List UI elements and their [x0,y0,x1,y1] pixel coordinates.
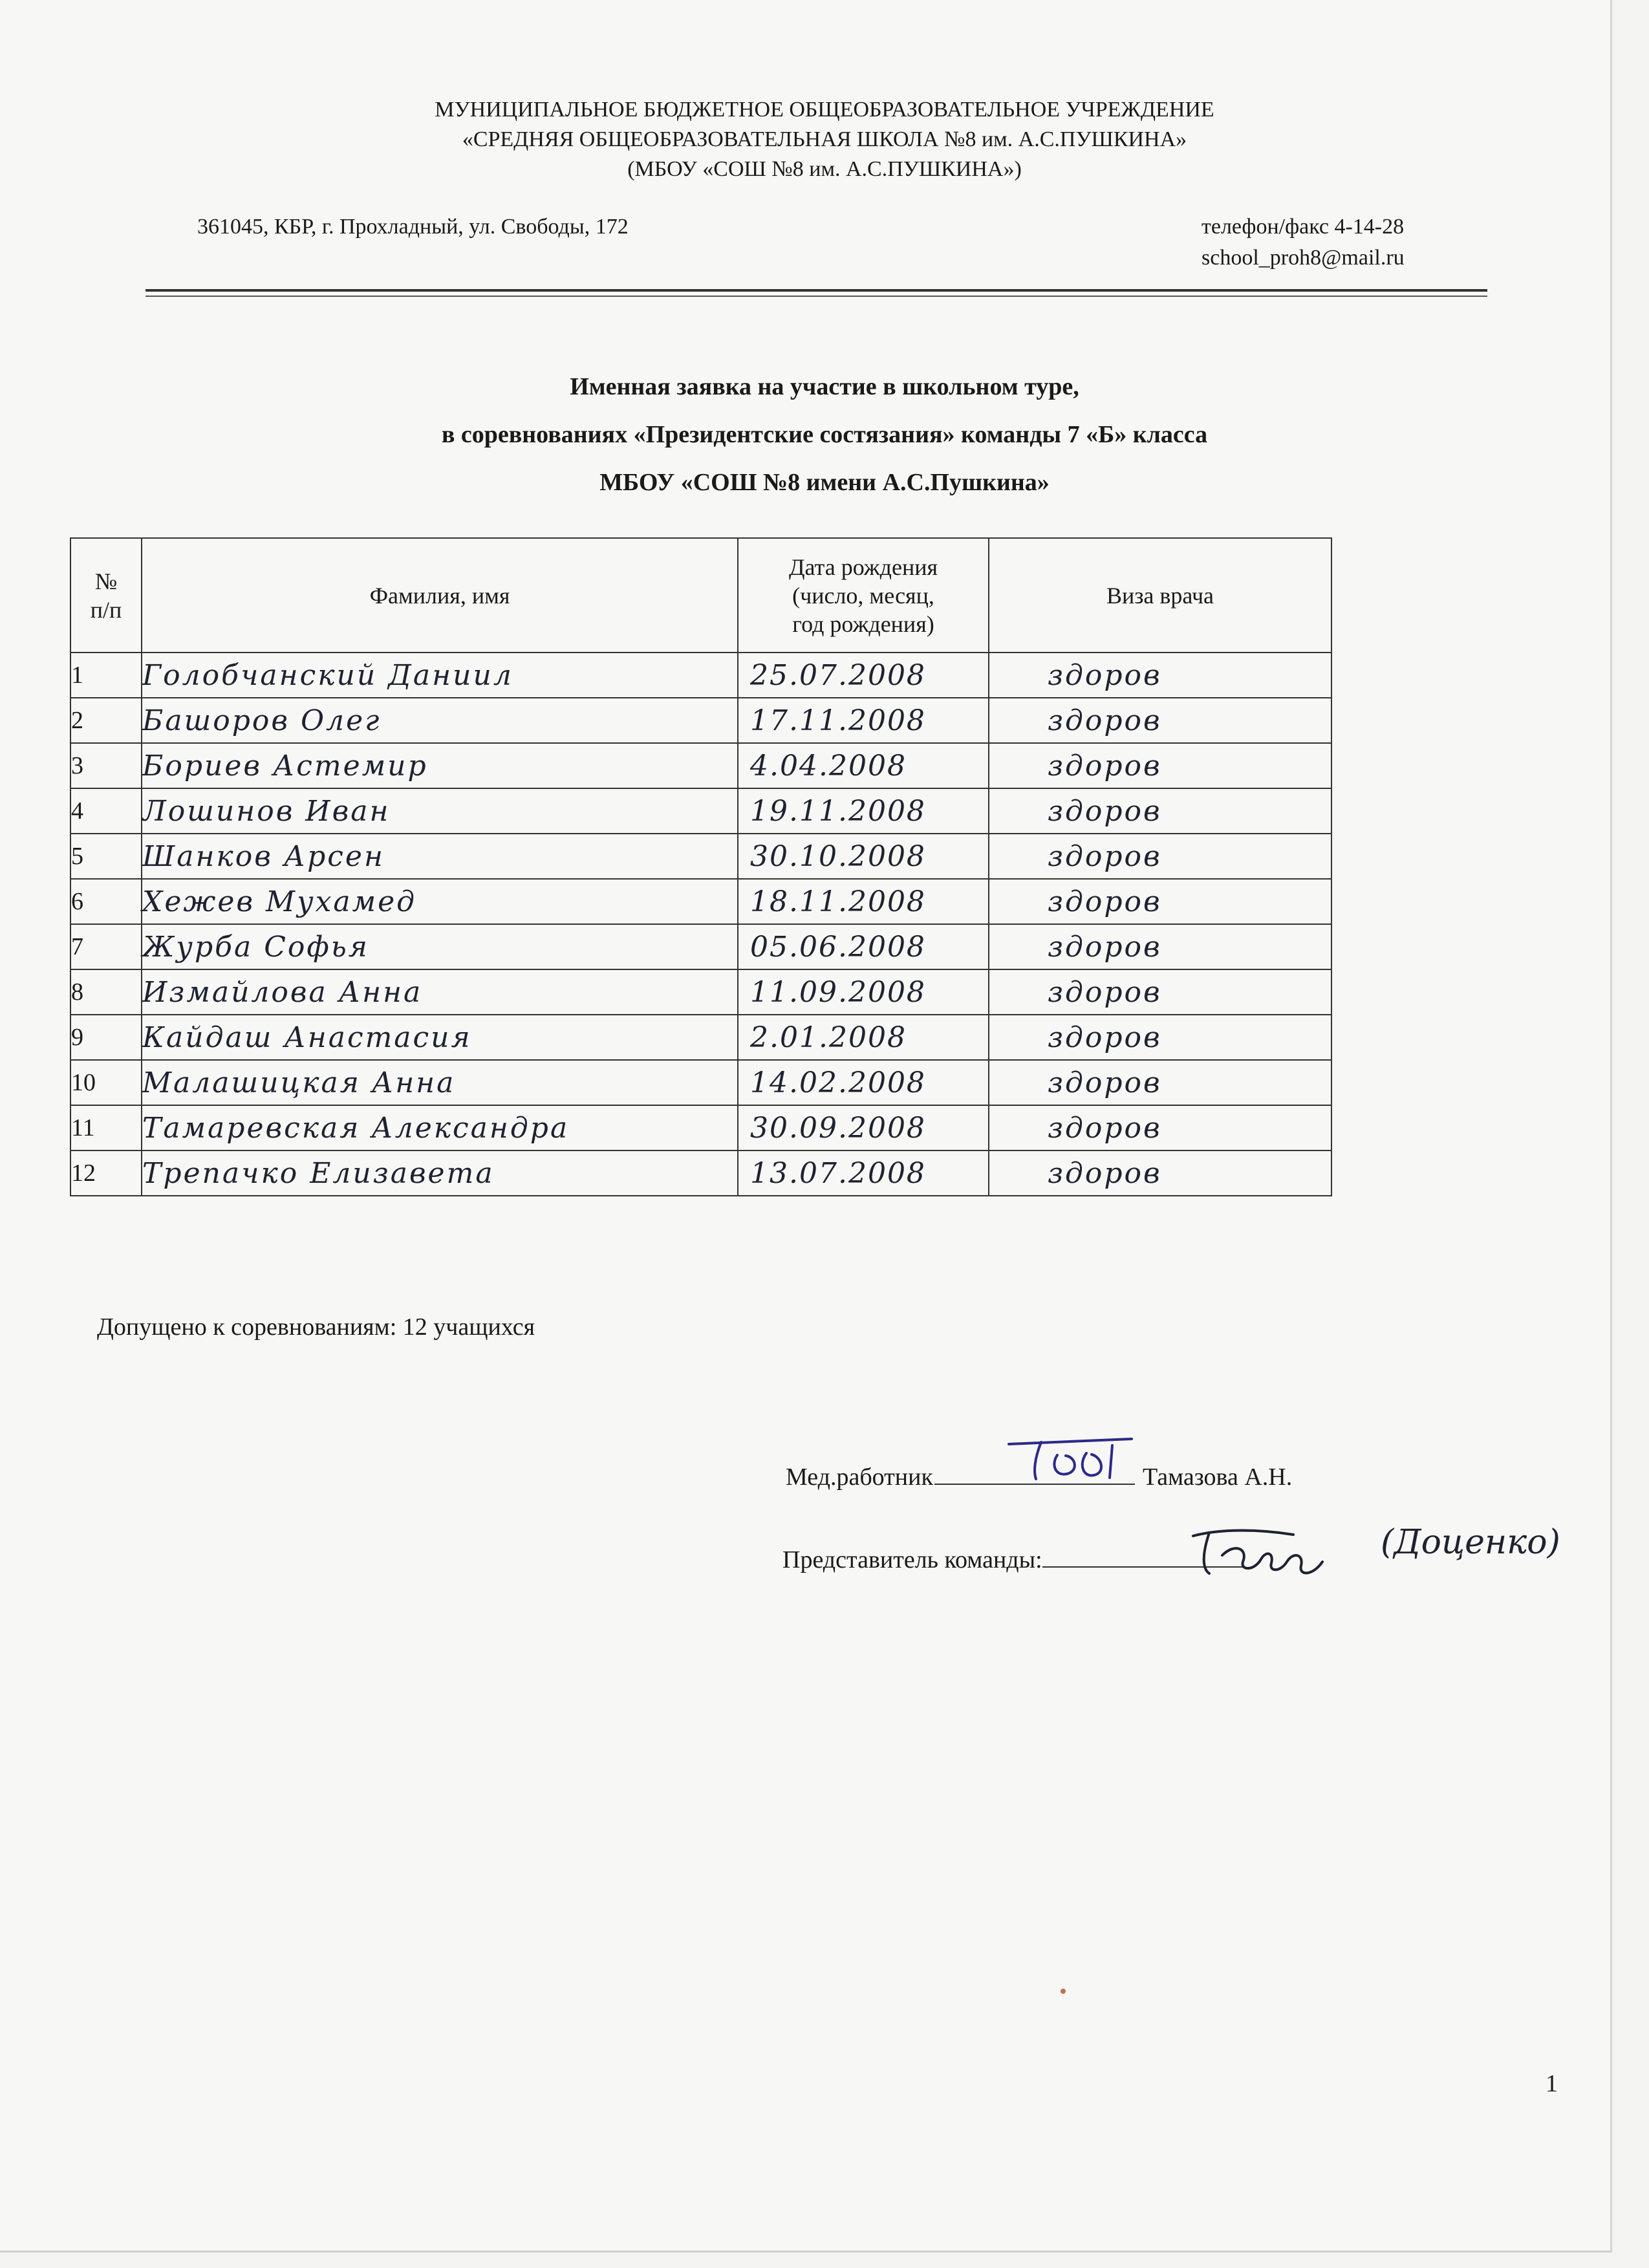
table-row [70,698,1331,743]
row-visa: здоров [989,969,1331,1015]
table-row [70,788,1331,834]
row-visa: здоров [989,1060,1331,1105]
header-birthdate-line1: Дата рождения [788,554,938,580]
row-birthdate: 30.10.2008 [738,834,989,879]
medic-name: Тамазова А.Н. [1142,1463,1293,1491]
row-number: 1 [70,653,142,698]
header-divider [146,289,1487,292]
table-row [70,1105,1331,1150]
row-number: 11 [70,1105,142,1150]
row-name: Трепачко Елизавета [142,1150,738,1196]
header-birthdate [738,538,989,653]
doc-title-line1: Именная заявка на участие в школьном туре, [570,373,1079,400]
header-divider-thin [146,296,1487,297]
paper-speck [1061,1989,1066,1994]
row-birthdate: 11.09.2008 [738,969,989,1015]
doc-title-line3: МБОУ «СОШ №8 имени А.С.Пушкина» [599,469,1050,496]
row-visa: здоров [989,743,1331,788]
org-name-line1: МУНИЦИПАЛЬНОЕ БЮДЖЕТНОЕ ОБЩЕОБРАЗОВАТЕЛЬНОЕ УЧРЕЖДЕНИЕ [435,98,1214,122]
row-number: 6 [70,879,142,924]
table-row [70,834,1331,879]
row-number: 4 [70,788,142,834]
row-number: 10 [70,1060,142,1105]
row-number: 2 [70,698,142,743]
row-birthdate: 13.07.2008 [738,1150,989,1196]
row-visa: здоров [989,834,1331,879]
header-number [70,538,142,653]
row-visa: здоров [989,1105,1331,1150]
row-visa: здоров [989,924,1331,969]
header-doctor-visa: Виза врача [989,538,1331,653]
row-number: 7 [70,924,142,969]
row-birthdate: 4.04.2008 [738,743,989,788]
row-birthdate: 18.11.2008 [738,879,989,924]
doc-title-line2: в соревнованиях «Президентские состязания» команды 7 «Б» класса [441,421,1208,448]
row-name: Измайлова Анна [142,969,738,1015]
row-visa: здоров [989,788,1331,834]
org-phone: телефон/факс 4-14-28 [1202,215,1405,239]
header-birthdate-line3: год рождения) [792,610,934,637]
row-number: 12 [70,1150,142,1196]
table-row [70,879,1331,924]
representative-signature-line [782,1546,1243,1574]
header-birthdate-line2: (число, месяц, [792,582,934,609]
header-number-symbol: № [94,568,118,594]
row-visa: здоров [989,879,1331,924]
row-birthdate: 17.11.2008 [738,698,989,743]
row-birthdate: 2.01.2008 [738,1015,989,1060]
header-name: Фамилия, имя [142,538,738,653]
row-visa: здоров [989,698,1331,743]
row-number: 9 [70,1015,142,1060]
org-address: 361045, КБР, г. Прохладный, ул. Свободы, 172 [197,215,629,239]
table-row [70,969,1331,1015]
row-name: Башоров Олег [142,698,738,743]
org-abbrev: (МБОУ «СОШ №8 им. А.С.ПУШКИНА») [627,157,1022,181]
row-visa: здоров [989,653,1331,698]
table-row [70,1015,1331,1060]
row-name: Лошинов Иван [142,788,738,834]
page-number: 1 [1546,2070,1558,2097]
row-birthdate: 19.11.2008 [738,788,989,834]
table-row [70,1060,1331,1105]
row-name: Журба Софья [142,924,738,969]
row-number: 8 [70,969,142,1015]
row-name: Хежев Мухамед [142,879,738,924]
row-number: 5 [70,834,142,879]
medic-signature-scribble [996,1426,1138,1484]
row-name: Бориев Астемир [142,743,738,788]
representative-signature-scribble [1183,1517,1332,1581]
row-name: Шанков Арсен [142,834,738,879]
roster-table [70,537,1332,1196]
header-number-abbr: п/п [90,596,122,623]
org-email: school_proh8@mail.ru [1202,246,1405,270]
row-name: Малашицкая Анна [142,1060,738,1105]
row-visa: здоров [989,1150,1331,1196]
row-birthdate: 30.09.2008 [738,1105,989,1150]
row-number: 3 [70,743,142,788]
table-header-row [70,538,1331,653]
table-row [70,924,1331,969]
row-visa: здоров [989,1015,1331,1060]
medic-label: Мед.работник [786,1463,933,1491]
org-name-line2: «СРЕДНЯЯ ОБЩЕОБРАЗОВАТЕЛЬНАЯ ШКОЛА №8 им. А.С.ПУШКИНА» [462,127,1187,151]
table-row [70,1150,1331,1196]
admitted-count: Допущено к соревнованиям: 12 учащихся [97,1313,535,1341]
row-birthdate: 05.06.2008 [738,924,989,969]
row-name: Кайдаш Анастасия [142,1015,738,1060]
row-birthdate: 14.02.2008 [738,1060,989,1105]
row-birthdate: 25.07.2008 [738,653,989,698]
row-name: Тамаревская Александра [142,1105,738,1150]
row-name: Голобчанский Даниил [142,653,738,698]
table-row [70,743,1331,788]
representative-name: (Доценко) [1381,1523,1560,1562]
representative-label: Представитель команды: [782,1546,1042,1573]
table-row [70,653,1331,698]
